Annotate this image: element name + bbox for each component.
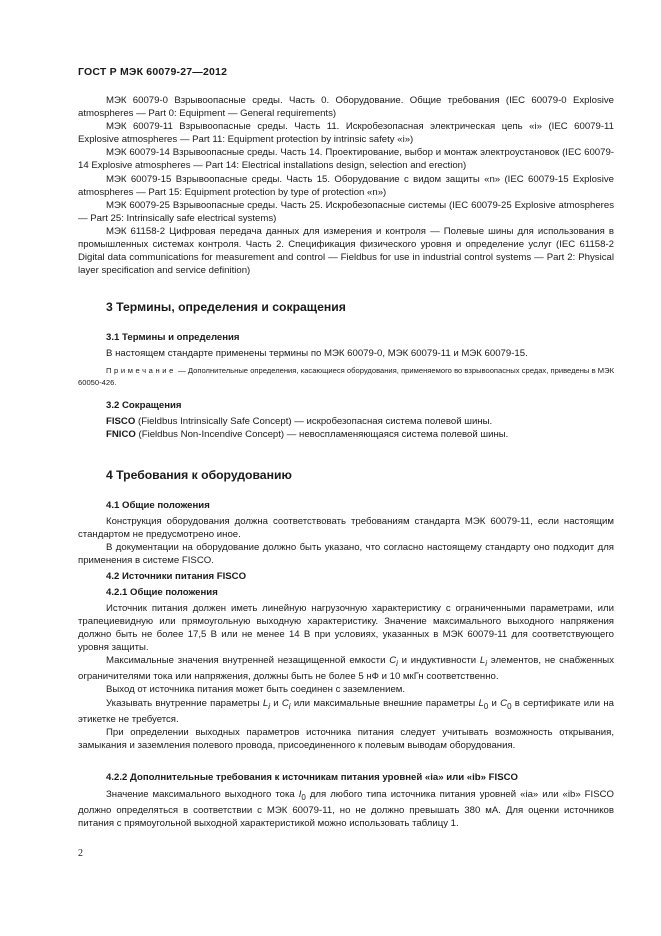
section-4-2-1-heading: 4.2.1 Общие положения [106, 587, 218, 598]
symbol-l: L [479, 655, 486, 667]
page-number: 2 [78, 848, 83, 859]
abbreviation-item [78, 428, 614, 441]
paragraph: Источник питания должен иметь линейную нагрузочную характеристику с ограниченными параметрами, или трапециевидную или прямоугольную выходную характеристику. Значение максимального выходного напряжения должно быть не более 17,5 В или не менее 14 В при условиях, указанных в МЭК 60079-11 для соответствующего уровня защиты. [78, 603, 614, 654]
abbreviation-term: FISCO [106, 416, 136, 427]
abbreviation-definition: (Fieldbus Non-Incendive Concept) — невоспламеняющаяся система полевой шины. [135, 429, 509, 441]
section-3-1-text [78, 347, 614, 360]
section-4-2-2-heading: 4.2.2 Дополнительные требования к источникам питания уровней «ia» или «ib» FISCO [106, 772, 518, 783]
section-3-2-heading: 3.2 Сокращения [106, 400, 182, 411]
section-4-1-text [78, 515, 614, 567]
paragraph: Значение максимального выходного тока $I_0$ для любого типа источника питания уровней «ia» или «ib» FISCO должно определяться в соответствии с МЭК 60079-11, но не должно превышать 380 мА. Для оценки источников питания с прямоугольной выходной характеристикой можно использовать таблицу 1. [78, 789, 614, 830]
abbreviation-term: FNICO [106, 429, 136, 441]
paragraph: В документации на оборудование должно быть указано, что согласно настоящему стандарту оно подходит для применения в системе FISCO. [78, 542, 614, 567]
symbol-c: C [389, 655, 397, 667]
running-header: ГОСТ Р МЭК 60079-27—2012 [78, 66, 228, 78]
section-3-heading: 3 Термины, определения и сокращения [106, 300, 346, 314]
section-4-2-heading: 4.2 Источники питания FISCO [106, 571, 247, 582]
abbreviation-definition: (Fieldbus Intrinsically Safe Concept) — искробезопасная система полевой шины. [135, 416, 493, 427]
paragraph: Максимальные значения внутренней незащищенной емкости $C_i$ и индуктивности $L_i$ элементов, не снабженных ограничителями тока или напряжения, должны быть не более 5 нФ и 10 мкГн соответственно. [78, 655, 614, 683]
abbreviations-list [78, 415, 614, 441]
section-4-2-1-text [78, 602, 614, 752]
reference-item: МЭК 60079-25 Взрывоопасные среды. Часть 25. Искробезопасные системы (IEC 60079-25 Explosive atmospheres — Part 25: Intrinsically safe electrical systems) [78, 199, 614, 224]
section-3-1-heading: 3.1 Термины и определения [106, 332, 240, 343]
note-label: Примечание [106, 366, 176, 375]
paragraph: При определении выходных параметров источника питания следует учитывать возможность открывания, замыкания и заземления полевого провода, присоединенного к полевым выводам оборудования. [78, 726, 614, 751]
paragraph: Указывать внутренние параметры $L_i$ и $C_i$ или максимальные внешние параметры $L_0$ и $C_0$ в сертификате или на этикетке не требуется. [78, 697, 614, 725]
section-4-heading: 4 Требования к оборудованию [106, 468, 292, 482]
section-4-1-heading: 4.1 Общие положения [106, 500, 210, 511]
note-block [78, 365, 614, 388]
reference-item: МЭК 60079-14 Взрывоопасные среды. Часть 14. Проектирование, выбор и монтаж электроустановок (IEC 60079-14 Explosive atmospheres — Part 14: Electrical installations design, selection and erection) [78, 147, 614, 172]
reference-item: МЭК 60079-0 Взрывоопасные среды. Часть 0. Оборудование. Общие требования (IEC 60079-0 Explosive atmospheres — Part 0: Equipment — General requirements) [78, 95, 614, 120]
paragraph: Конструкция оборудования должна соответствовать требованиям стандарта МЭК 60079-11, если настоящим стандартом не предусмотрено иное. [78, 516, 614, 541]
section-4-2-2-text [78, 788, 614, 830]
normative-references [78, 94, 614, 277]
paragraph: В настоящем стандарте применены термины по МЭК 60079-0, МЭК 60079-11 и МЭК 60079-15. [106, 348, 528, 359]
reference-item: МЭК 60079-11 Взрывоопасные среды. Часть 11. Искробезопасная электрическая цепь «i» (IEC 60079-11 Explosive atmospheres — Part 11: Equipment protection by intrinsic safety «i») [78, 121, 614, 146]
paragraph: Выход от источника питания может быть соединен с заземлением. [106, 684, 406, 696]
reference-item: МЭК 60079-15 Взрывоопасные среды. Часть 15. Оборудование с видом защиты «n» (IEC 60079-15 Explosive atmospheres — Part 15: Equipment protection by type of protection «n») [78, 173, 614, 198]
reference-item: МЭК 61158-2 Цифровая передача данных для измерения и контроля — Полевые шины для использования в промышленных системах контроля. Часть 2. Спецификация физического уровня и определение услуг (IEC 61158-2 Digital data communications for measurement and control — Fieldbus for use in industrial control systems — Part 2: Physical layer specification and service definition) [78, 225, 614, 277]
note-text: — Дополнительные определения, касающиеся оборудования, применяемого во взрывоопасных средах, приведены в МЭК 60050-426. [78, 366, 614, 387]
abbreviation-item [78, 415, 614, 428]
